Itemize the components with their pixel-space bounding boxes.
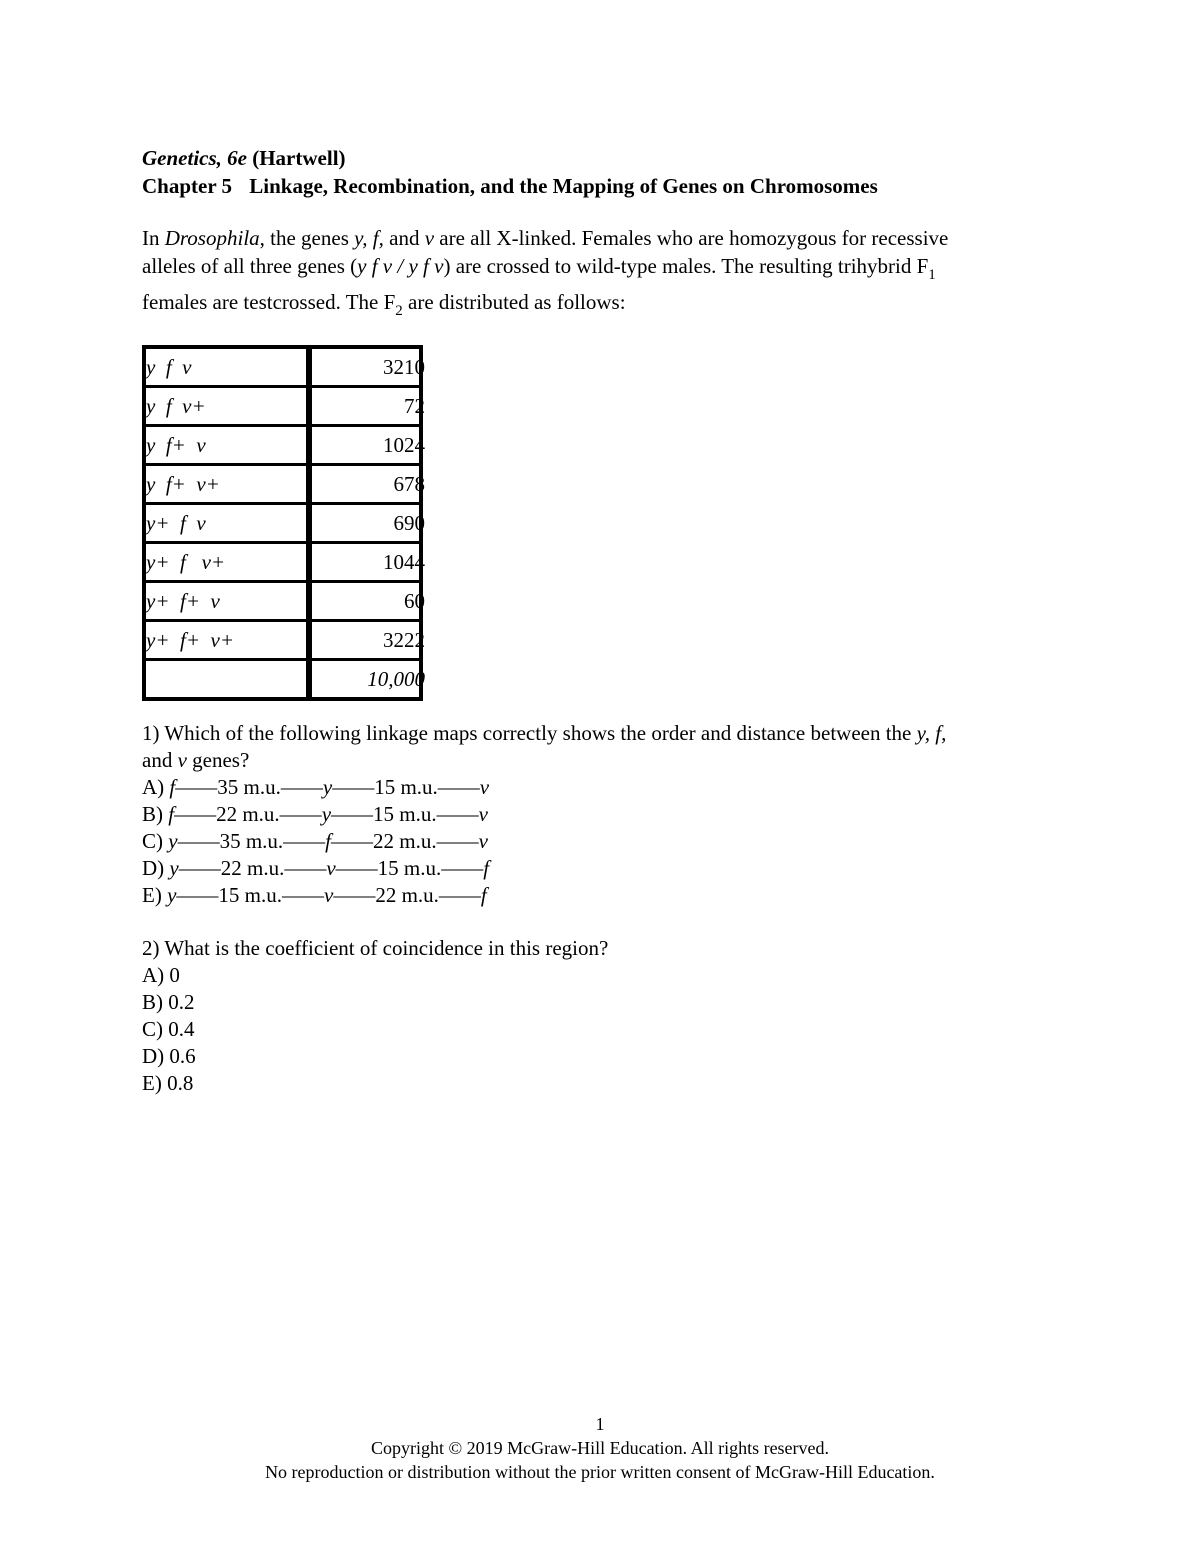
count-cell: 60 <box>312 583 419 619</box>
table-row <box>146 349 425 385</box>
count-cell: 1044 <box>312 544 419 580</box>
count-cell: 72 <box>312 388 419 424</box>
table-row <box>146 505 425 541</box>
question-2-option-b[interactable]: B) 0.2 <box>142 990 195 1014</box>
genotype-cell: y+ f v <box>146 505 306 541</box>
table-row <box>146 544 425 580</box>
question-2-option-a[interactable]: A) 0 <box>142 963 180 987</box>
table-row <box>146 466 425 502</box>
problem-intro <box>142 224 1062 319</box>
table-row <box>146 427 425 463</box>
table-total-row <box>146 661 425 697</box>
question-2-stem: 2) What is the coefficient of coincidence in this region? <box>142 936 609 960</box>
table-row <box>146 583 425 619</box>
question-1-option-c[interactable]: C) y——35 m.u.——f——22 m.u.——v <box>142 829 488 853</box>
genotype-cell: y+ f+ v+ <box>146 622 306 658</box>
count-cell: 3210 <box>312 349 419 385</box>
question-1-stem: 1) Which of the following linkage maps correctly shows the order and distance between the y, f, <box>142 721 947 745</box>
question-1-stem-cont: and v genes? <box>142 748 250 772</box>
chapter-label: Chapter 5 <box>142 174 233 198</box>
empty-cell <box>146 661 306 697</box>
page-footer <box>0 1412 1200 1484</box>
genotype-cell: y f+ v+ <box>146 466 306 502</box>
intro-line-2: alleles of all three genes (y f v / y f v) are crossed to wild-type males. The resulting trihybrid $F_1$ <box>142 254 936 283</box>
question-1-option-b[interactable]: B) f——22 m.u.——y——15 m.u.——v <box>142 802 488 826</box>
book-line <box>142 144 878 172</box>
question-2-option-e[interactable]: E) 0.8 <box>142 1071 194 1095</box>
question-1-option-a[interactable]: A) f——35 m.u.——y——15 m.u.——v <box>142 775 490 799</box>
question-1-option-d[interactable]: D) y——22 m.u.——v——15 m.u.——f <box>142 856 490 880</box>
count-cell: 1024 <box>312 427 419 463</box>
question-2-option-d[interactable]: D) 0.6 <box>142 1044 196 1068</box>
table-row <box>146 388 425 424</box>
question-1 <box>142 720 1062 909</box>
copyright-line: Copyright © 2019 McGraw-Hill Education. All rights reserved. <box>370 1438 830 1458</box>
intro-line-1: In Drosophila, the genes y, f, and v are all X-linked. Females who are homozygous for recessive <box>142 226 949 250</box>
f2-distribution-table <box>142 345 423 701</box>
intro-line-3: females are testcrossed. The $F_2$ are distributed as follows: <box>142 290 626 319</box>
page-number: 1 <box>595 1414 605 1434</box>
genotype-cell: y f v+ <box>146 388 306 424</box>
genotype-cell: y+ f v+ <box>146 544 306 580</box>
genotype-cell: y f v <box>146 349 306 385</box>
table-row <box>146 622 425 658</box>
question-2 <box>142 935 1062 1097</box>
book-author: (Hartwell) <box>252 146 346 170</box>
count-cell: 3222 <box>312 622 419 658</box>
chapter-line <box>142 172 878 200</box>
chapter-title: Linkage, Recombination, and the Mapping of Genes on Chromosomes <box>249 174 878 198</box>
total-cell: 10,000 <box>312 661 419 697</box>
question-1-option-e[interactable]: E) y——15 m.u.——v——22 m.u.——f <box>142 883 487 907</box>
genotype-cell: y+ f+ v <box>146 583 306 619</box>
book-title: Genetics, 6e <box>142 146 247 170</box>
count-cell: 690 <box>312 505 419 541</box>
question-2-option-c[interactable]: C) 0.4 <box>142 1017 195 1041</box>
reproduction-notice: No reproduction or distribution without the prior written consent of McGraw-Hill Education. <box>265 1462 935 1482</box>
genotype-cell: y f+ v <box>146 427 306 463</box>
document-header <box>142 144 878 200</box>
count-cell: 678 <box>312 466 419 502</box>
